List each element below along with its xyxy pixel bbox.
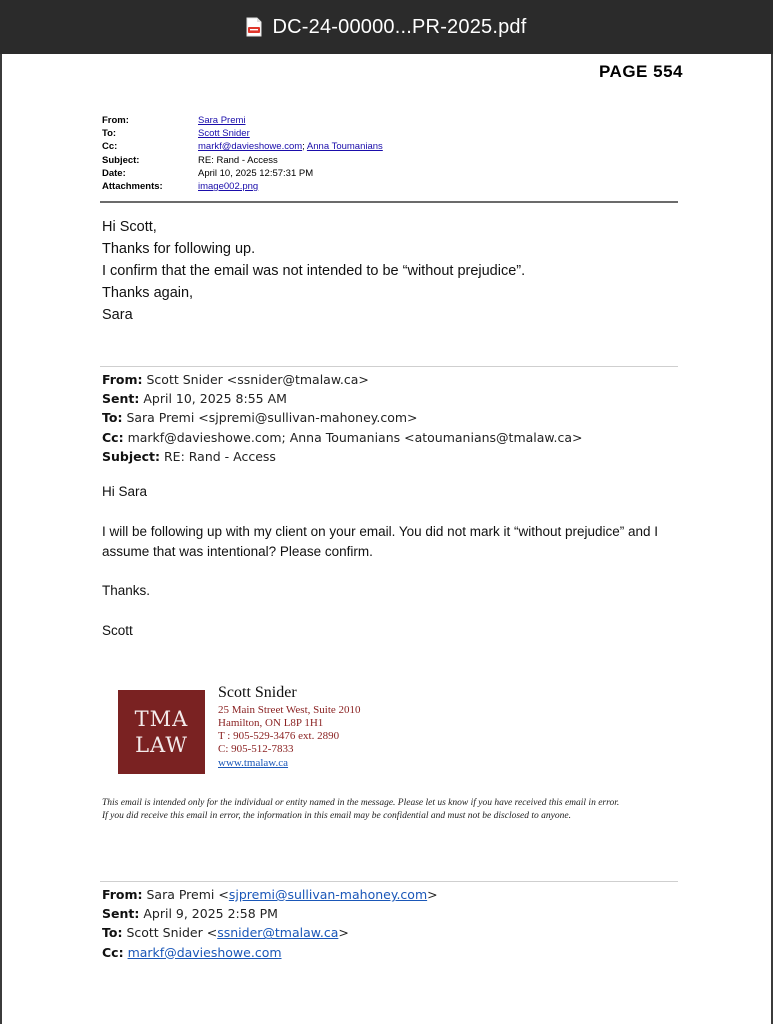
body-line: Thanks for following up. [102, 241, 256, 257]
email-header-table [102, 114, 383, 193]
third-email-header [102, 885, 438, 962]
to-email-link[interactable]: ssnider@tmalaw.ca [217, 925, 339, 941]
to-label: To: [102, 410, 123, 426]
signature-cell: C: 905-512-7833 [218, 743, 294, 755]
header-row-date [102, 167, 383, 180]
sent-label: Sent: [102, 906, 140, 922]
subject-label: Subject: [102, 448, 160, 464]
subject-value: RE: Rand - Access [163, 448, 276, 464]
to-label: To: [102, 128, 117, 140]
attachments-label: Attachments: [102, 181, 163, 193]
body-line: Thanks again, [102, 285, 194, 301]
sent-value: April 9, 2025 2:58 PM [143, 906, 278, 922]
signature-website-link[interactable]: www.tmalaw.ca [218, 757, 289, 769]
header-row-subject [102, 154, 383, 167]
attachment-link[interactable]: image002.png [198, 181, 259, 193]
from-label: From: [102, 115, 129, 126]
subject-label: Subject: [102, 154, 140, 166]
body-line: Hi Scott, [102, 219, 157, 235]
sent-value: April 10, 2025 8:55 AM [143, 391, 287, 407]
quoted-divider-2 [100, 881, 678, 882]
header-row-attachments [102, 180, 383, 193]
cc-label: Cc: [102, 141, 118, 153]
header-row-to [102, 127, 383, 140]
cc-separator: ; [302, 141, 305, 153]
pdf-page [2, 54, 771, 1024]
signature-address-1: 25 Main Street West, Suite 2010 [218, 704, 361, 716]
to-value: Sara Premi <sjpremi@sullivan-mahoney.com> [126, 410, 418, 426]
from-email-link[interactable]: sjpremi@sullivan-mahoney.com [228, 887, 428, 902]
to-label: To: [102, 925, 123, 941]
header-divider [100, 201, 678, 203]
cc-label: Cc: [102, 429, 124, 445]
cc-value: markf@davieshowe.com; Anna Toumanians <atoumanians@tmalaw.ca> [127, 429, 583, 445]
body-paragraph: Scott [102, 622, 133, 638]
page-number: PAGE 554 [598, 62, 683, 81]
header-row-from [102, 114, 383, 127]
date-label: Date: [102, 167, 126, 179]
date-value: April 10, 2025 12:57:31 PM [198, 167, 314, 179]
document-title: DC-24-00000...PR-2025.pdf [272, 15, 527, 38]
disclaimer-line-2: If you did receive this email in error, the information in this email may be confidential and must not be disclosed to anyone. [102, 810, 571, 821]
body-paragraph: Hi Sara [102, 484, 148, 499]
top-email-body [102, 216, 525, 326]
subject-value: RE: Rand - Access [198, 154, 278, 166]
pdf-file-icon [246, 17, 262, 37]
second-email-header [102, 370, 582, 466]
cc-link-1[interactable]: markf@davieshowe.com [198, 141, 303, 153]
body-line: Sara [102, 307, 133, 323]
from-value: Scott Snider <ssnider@tmalaw.ca> [146, 372, 369, 387]
to-close: > [338, 925, 349, 941]
tma-law-logo [118, 690, 205, 774]
sent-label: Sent: [102, 391, 140, 407]
cc-email-link[interactable]: markf@davieshowe.com [127, 944, 282, 960]
logo-line-1: TMA [134, 707, 189, 731]
from-label: From: [102, 372, 143, 387]
body-line: I confirm that the email was not intended to be “without prejudice”. [102, 263, 526, 279]
second-email-body [102, 482, 662, 660]
from-name: Sara Premi < [146, 887, 229, 902]
pdf-viewer-titlebar [0, 0, 773, 54]
logo-line-2: LAW [135, 733, 188, 757]
body-paragraph: Thanks. [102, 583, 151, 598]
quoted-divider [100, 366, 678, 367]
from-close: > [427, 887, 438, 902]
disclaimer-line-1: This email is intended only for the individual or entity named in the message. Please let us know if you have received this email in error. [102, 798, 620, 808]
email-signature [218, 684, 361, 770]
cc-label: Cc: [102, 944, 124, 960]
header-row-cc [102, 140, 383, 153]
cc-link-2[interactable]: Anna Toumanians [306, 141, 383, 153]
from-link[interactable]: Sara Premi [198, 115, 246, 126]
from-label: From: [102, 887, 143, 902]
signature-phone: T : 905-529-3476 ext. 2890 [218, 730, 340, 742]
body-paragraph: I will be following up with my client on your email. You did not mark it “without prejudice” and I assume that was intentional? Please confirm. [102, 523, 659, 559]
to-name: Scott Snider < [126, 925, 218, 941]
email-disclaimer [102, 797, 682, 822]
signature-name: Scott Snider [218, 684, 297, 701]
to-link[interactable]: Scott Snider [198, 128, 250, 140]
signature-address-2: Hamilton, ON L8P 1H1 [218, 717, 324, 729]
